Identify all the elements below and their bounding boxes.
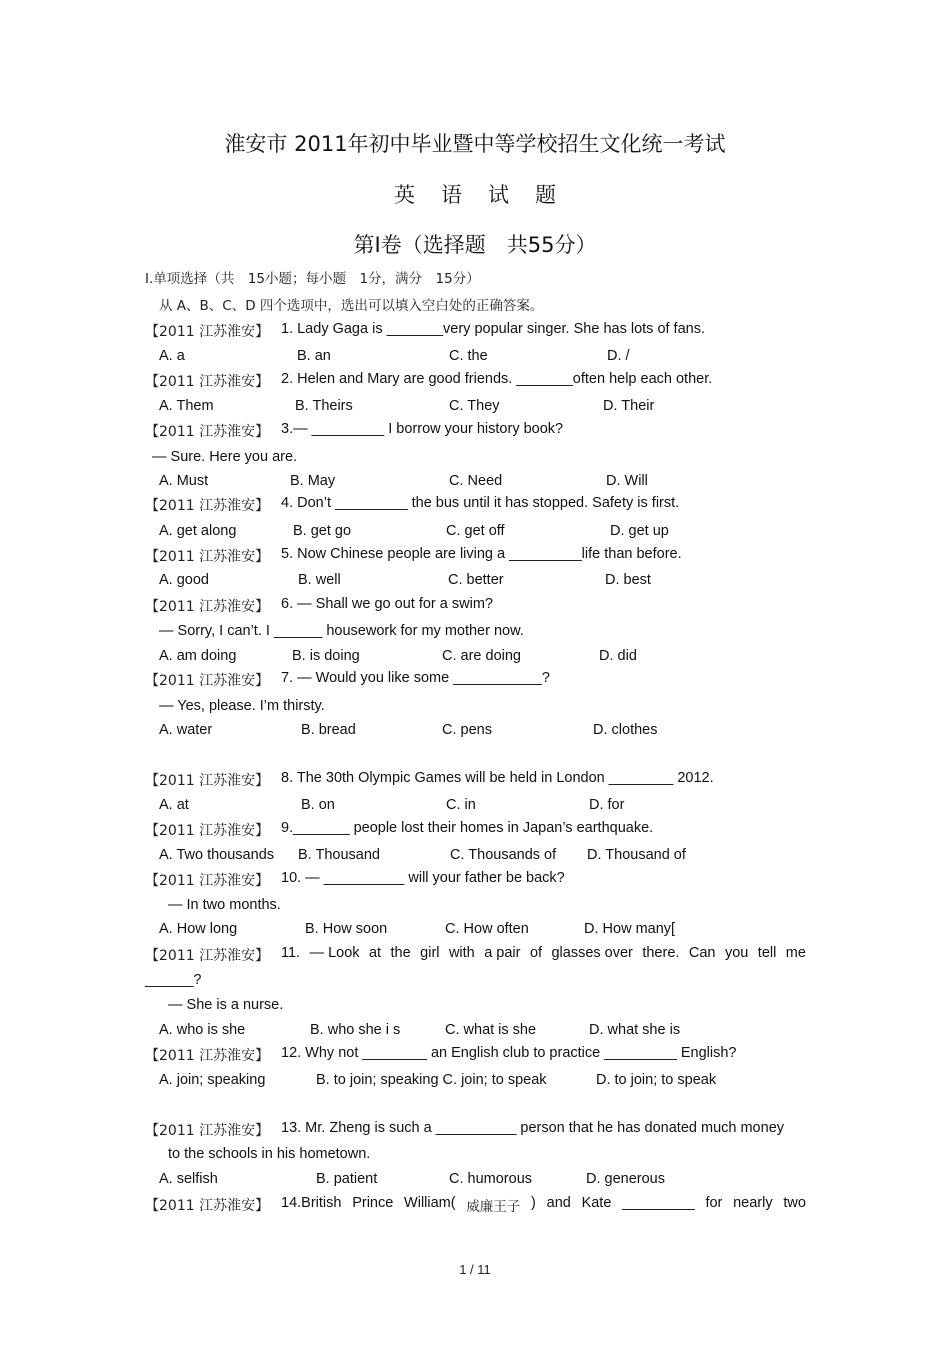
option-a: A. get along xyxy=(159,523,237,539)
option-b: B. on xyxy=(301,797,335,813)
option-b: B. patient xyxy=(316,1171,378,1187)
dialogue-reply: — Sorry, I can’t. I ______ housework for my mother now. xyxy=(159,623,524,639)
question-tag: 【2011 江苏淮安】 xyxy=(145,324,270,340)
option-d: D. Their xyxy=(603,398,655,414)
option-d: D. generous xyxy=(586,1171,665,1187)
option-b: B. is doing xyxy=(292,648,360,664)
option-d: D. clothes xyxy=(593,722,658,738)
option-b: B. an xyxy=(297,348,331,364)
stem-word: for xyxy=(705,1195,723,1211)
stem-word: William( xyxy=(404,1195,456,1211)
option-a: A. am doing xyxy=(159,648,237,664)
option-b-c: B. to join; speaking C. join; to speak xyxy=(316,1072,547,1088)
stem-word: 威廉王子 xyxy=(466,1199,521,1215)
stem-word: at xyxy=(368,945,382,961)
stem-word: 11. xyxy=(281,945,301,961)
stem-word: _________ xyxy=(622,1195,695,1211)
stem-word: two xyxy=(783,1195,806,1211)
dialogue-reply: — In two months. xyxy=(168,897,281,913)
dialogue-reply: — Sure. Here you are. xyxy=(152,449,298,465)
stem-word: of xyxy=(529,945,543,961)
question-stem: 13. Mr. Zheng is such a __________ person that he has donated much money xyxy=(281,1120,785,1136)
question-tag: 【2011 江苏淮安】 xyxy=(145,948,270,964)
stem-word: the xyxy=(390,945,411,961)
option-a: A. good xyxy=(159,572,209,588)
option-a: A. Must xyxy=(159,473,209,489)
question-tag: 【2011 江苏淮安】 xyxy=(145,873,270,889)
question-tag: 【2011 江苏淮安】 xyxy=(145,823,270,839)
question-tag: 【2011 江苏淮安】 xyxy=(145,549,270,565)
option-c: C. Need xyxy=(449,473,503,489)
option-b: B. Theirs xyxy=(295,398,353,414)
stem-word: girl xyxy=(420,945,440,961)
question-tag: 【2011 江苏淮安】 xyxy=(145,673,270,689)
dialogue-reply: — Yes, please. I’m thirsty. xyxy=(159,698,325,714)
question-tag: 【2011 江苏淮安】 xyxy=(145,424,270,440)
stem-word: Kate xyxy=(581,1195,612,1211)
option-c: C. better xyxy=(448,572,504,588)
exam-title: 淮安市 2011年初中毕业暨中等学校招生文化统一考试 xyxy=(224,132,726,156)
option-a: A. at xyxy=(159,797,189,813)
option-b: B. Thousand xyxy=(298,847,380,863)
option-c: C. How often xyxy=(445,921,529,937)
option-d: D. did xyxy=(599,648,637,664)
question-stem: 6. — Shall we go out for a swim? xyxy=(281,596,493,612)
question-tag: 【2011 江苏淮安】 xyxy=(145,1198,270,1214)
stem-word: Can xyxy=(688,945,716,961)
option-a: A. Two thousands xyxy=(159,847,275,863)
option-a: A. selfish xyxy=(159,1171,218,1187)
option-d: D. Will xyxy=(606,473,648,489)
question-stem xyxy=(281,1195,806,1215)
question-stem: 5. Now Chinese people are living a _________life than before. xyxy=(281,546,682,562)
option-b: B. bread xyxy=(301,722,356,738)
option-d: D. what she is xyxy=(589,1022,681,1038)
stem-word: tell xyxy=(757,945,777,961)
page-number: 1 / 11 xyxy=(459,1262,491,1277)
section-instruction: 从 A、B、C、D 四个选项中，选出可以填入空白处的正确答案。 xyxy=(159,298,544,314)
question-stem: 12. Why not ________ an English club to practice _________ English? xyxy=(281,1045,737,1061)
option-a: A. a xyxy=(159,348,185,364)
option-a: A. water xyxy=(159,722,213,738)
question-tag: 【2011 江苏淮安】 xyxy=(145,1123,270,1139)
option-b: B. get go xyxy=(293,523,352,539)
question-stem: 9._______ people lost their homes in Japan’s earthquake. xyxy=(281,820,654,836)
option-c: C. They xyxy=(449,398,500,414)
question-stem-continued: ______? xyxy=(145,972,202,988)
dialogue-reply: — She is a nurse. xyxy=(168,997,284,1013)
option-a: A. Them xyxy=(159,398,214,414)
question-stem xyxy=(281,945,806,961)
option-d: D. to join; to speak xyxy=(596,1072,717,1088)
stem-word: ) xyxy=(531,1195,536,1211)
question-tag: 【2011 江苏淮安】 xyxy=(145,1048,270,1064)
stem-word: a pair xyxy=(484,945,521,961)
option-c: C. pens xyxy=(442,722,492,738)
option-b: B. May xyxy=(290,473,336,489)
option-c: C. the xyxy=(449,348,488,364)
question-tag: 【2011 江苏淮安】 xyxy=(145,374,270,390)
stem-word: and xyxy=(546,1195,571,1211)
option-c: C. are doing xyxy=(442,648,521,664)
stem-word: with xyxy=(448,945,475,961)
stem-word: Prince xyxy=(352,1195,394,1211)
question-stem: 4. Don’t _________ the bus until it has stopped. Safety is first. xyxy=(281,495,680,511)
stem-word: there. xyxy=(642,945,680,961)
option-b: B. well xyxy=(298,572,341,588)
option-d: D. for xyxy=(589,797,625,813)
stem-word: glasses over xyxy=(551,945,633,961)
question-tag: 【2011 江苏淮安】 xyxy=(145,599,270,615)
option-c: C. get off xyxy=(446,523,505,539)
exam-part-heading: 第Ⅰ卷（选择题 共55分） xyxy=(353,233,597,257)
option-c: C. humorous xyxy=(449,1171,533,1187)
question-stem-continued: to the schools in his hometown. xyxy=(168,1146,371,1162)
option-a: A. join; speaking xyxy=(159,1072,266,1088)
stem-word: 14.British xyxy=(281,1195,342,1211)
section-heading: Ⅰ.单项选择（共 15小题；每小题 1分，满分 15分） xyxy=(145,271,480,287)
stem-word: — Look xyxy=(309,945,360,961)
question-stem: 1. Lady Gaga is _______very popular singer. She has lots of fans. xyxy=(281,321,705,337)
option-b: B. How soon xyxy=(305,921,388,937)
question-tag: 【2011 江苏淮安】 xyxy=(145,773,270,789)
option-c: C. Thousands of xyxy=(450,847,557,863)
exam-subtitle: 英语试题 xyxy=(394,183,582,207)
option-d: D. best xyxy=(605,572,651,588)
question-stem: 3.— _________ I borrow your history book? xyxy=(281,421,564,437)
option-b: B. who she i s xyxy=(310,1022,401,1038)
question-stem: 10. — __________ will your father be back? xyxy=(281,870,565,886)
option-a: A. who is she xyxy=(159,1022,246,1038)
question-stem: 7. — Would you like some ___________? xyxy=(281,670,550,686)
option-d: D. How many[ xyxy=(584,921,676,937)
option-a: A. How long xyxy=(159,921,238,937)
stem-word: you xyxy=(724,945,749,961)
stem-word: nearly xyxy=(733,1195,773,1211)
option-c: C. in xyxy=(446,797,476,813)
question-stem: 2. Helen and Mary are good friends. _______often help each other. xyxy=(281,371,713,387)
option-c: C. what is she xyxy=(445,1022,537,1038)
question-stem: 8. The 30th Olympic Games will be held in London ________ 2012. xyxy=(281,770,714,786)
option-d: D. get up xyxy=(610,523,669,539)
option-d: D. / xyxy=(607,348,630,364)
question-tag: 【2011 江苏淮安】 xyxy=(145,498,270,514)
stem-word: me xyxy=(785,945,806,961)
option-d: D. Thousand of xyxy=(587,847,686,863)
